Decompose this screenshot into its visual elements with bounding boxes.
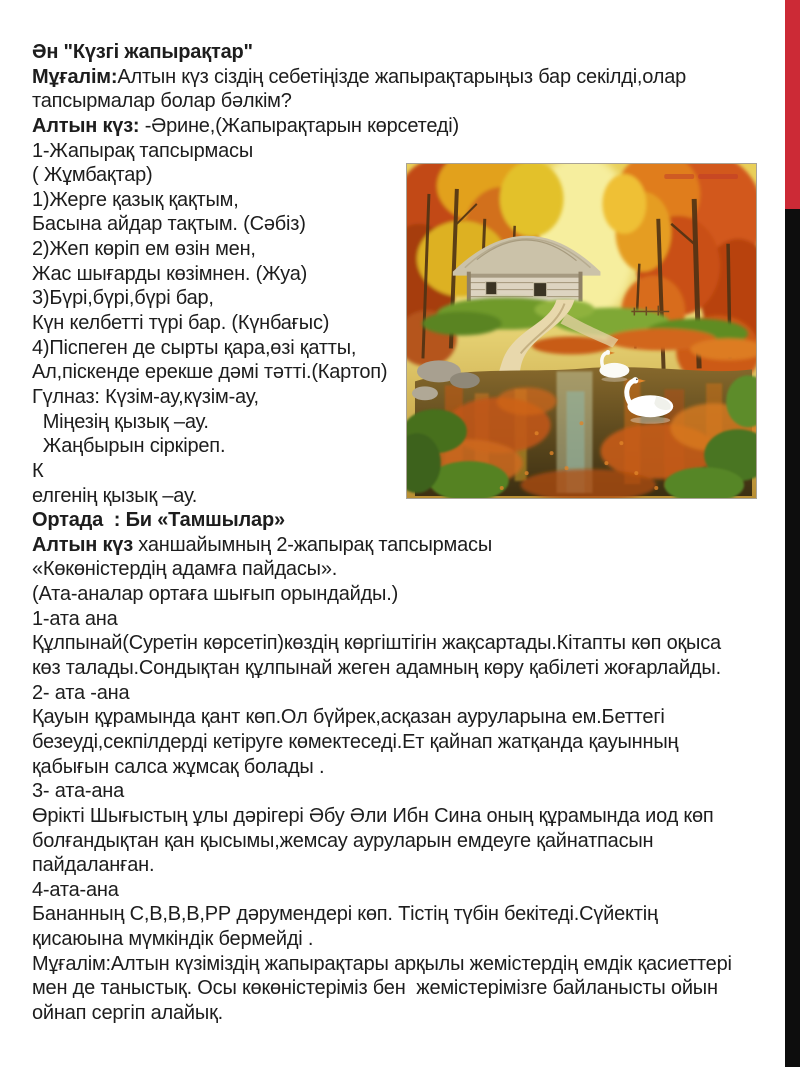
text-segment: 1-ата ана xyxy=(32,607,118,630)
text-line xyxy=(32,829,779,854)
text-line xyxy=(32,508,779,533)
text-line xyxy=(32,730,779,755)
text-line xyxy=(32,952,779,977)
text-segment: Жаңбырын сіркіреп. xyxy=(32,435,226,458)
text-segment: Міңезің қызық –ау. xyxy=(32,410,209,433)
text-segment: 3)Бүрі,бүрі,бүрі бар, xyxy=(32,287,214,310)
text-segment: Жас шығарды көзімнен. (Жуа) xyxy=(32,262,308,285)
text-line xyxy=(32,976,779,1001)
text-segment: 4)Піспеген де сырты қара,өзі қатты, xyxy=(32,336,357,359)
text-segment: Өрікті Шығыстың ұлы дәрігері Әбу Әли Ибн Сина оның құрамында иод көп xyxy=(32,804,714,827)
text-line xyxy=(32,656,779,681)
text-segment: Мұғалім:Алтын күзіміздің жапырақтары арқылы жемістердің емдік қасиеттері xyxy=(32,952,732,975)
text-line xyxy=(32,755,779,780)
text-segment: ( Жұмбақтар) xyxy=(32,164,153,187)
text-segment: қисаюына мүмкіндік бермейді . xyxy=(32,928,314,951)
text-segment: 1)Жерге қазық қақтым, xyxy=(32,188,239,211)
text-line xyxy=(32,40,779,65)
text-segment: Бананның С,В,В,В,РР дәрумендері көп. Тістің түбін бекітеді.Сүйектің xyxy=(32,903,658,926)
bold-text-segment: Алтын күз: xyxy=(32,114,140,137)
text-segment: елгенің қызық –ау. xyxy=(32,484,198,507)
text-segment: 1-Жапырақ тапсырмасы xyxy=(32,139,253,162)
text-segment: тапсырмалар болар бәлкім? xyxy=(32,90,292,113)
text-line xyxy=(32,853,779,878)
autumn-painting xyxy=(407,164,756,498)
text-segment: ойнап сергіп алайық. xyxy=(32,1001,223,1024)
text-segment: көз талады.Сондықтан құлпынай жеген адамның көру қабілеті жоғарлайды. xyxy=(32,657,721,680)
text-segment: К xyxy=(32,459,44,482)
text-line xyxy=(32,607,779,632)
text-line xyxy=(32,631,779,656)
black-accent-bar xyxy=(785,209,800,1067)
text-line xyxy=(32,705,779,730)
text-line xyxy=(32,1001,779,1026)
text-line xyxy=(32,557,779,582)
text-segment: қабығын салса жұмсақ болады . xyxy=(32,755,325,778)
text-segment: безеуді,секпілдерді кетіруге көмектеседі.Ет қайнап жатқанда қауынның xyxy=(32,730,679,753)
text-segment: 3- ата-ана xyxy=(32,780,125,803)
text-segment: мен де таныстық. Осы көкөністеріміз бен жемістерімізге байланысты ойын xyxy=(32,977,718,1000)
red-accent-bar xyxy=(785,0,800,209)
text-line xyxy=(32,582,779,607)
text-segment: Басына айдар тақтым. (Сәбіз) xyxy=(32,213,306,236)
text-line xyxy=(32,65,779,90)
watermark-smudge xyxy=(664,174,738,179)
text-segment: ханшайымның 2-жапырақ тапсырмасы xyxy=(132,533,493,556)
text-line xyxy=(32,114,779,139)
text-line xyxy=(32,533,779,558)
text-line xyxy=(32,89,779,114)
bold-text-segment: Ән "Күзгі жапырақтар" xyxy=(32,41,253,63)
text-line xyxy=(32,779,779,804)
text-segment: -Әрине,(Жапырақтарын көрсетеді) xyxy=(139,114,459,137)
text-line xyxy=(32,139,779,164)
text-segment: Ал,піскенде ерекше дәмі тәтті.(Картоп) xyxy=(32,361,388,384)
autumn-landscape-image xyxy=(406,163,757,499)
bold-text-segment: Мұғалім: xyxy=(32,65,118,88)
text-segment: болғандықтан қан қысымы,жемсау ауруларын емдеуге қайнатпасын xyxy=(32,829,654,852)
bold-text-segment: Ортада : Би «Тамшылар» xyxy=(32,509,285,532)
text-segment: 2- ата -ана xyxy=(32,681,130,704)
text-segment: 4-ата-ана xyxy=(32,878,119,901)
text-segment: 2)Жеп көріп ем өзін мен, xyxy=(32,238,256,261)
text-segment: «Көкөністердің адамға пайдасы». xyxy=(32,558,338,581)
text-segment: Күн келбетті түрі бар. (Күнбағыс) xyxy=(32,312,330,335)
text-line xyxy=(32,902,779,927)
text-line xyxy=(32,878,779,903)
text-line xyxy=(32,804,779,829)
text-segment: Гүлназ: Күзім-ау,күзім-ау, xyxy=(32,385,259,408)
text-segment: Қауын құрамында қант көп.Ол бүйрек,асқазан ауруларына ем.Беттегі xyxy=(32,706,665,729)
text-segment: (Ата-аналар ортаға шығып орындайды.) xyxy=(32,583,399,606)
text-segment: пайдаланған. xyxy=(32,854,155,877)
text-segment: Құлпынай(Суретін көрсетіп)көздің көргіштігін жақсартады.Кітапты көп оқыса xyxy=(32,632,721,655)
text-line xyxy=(32,927,779,952)
text-segment: Алтын күз сіздің себетіңізде жапырақтарыңыз бар секілді,олар xyxy=(117,65,687,88)
text-line xyxy=(32,681,779,706)
bold-text-segment: Алтын күз xyxy=(32,533,133,556)
